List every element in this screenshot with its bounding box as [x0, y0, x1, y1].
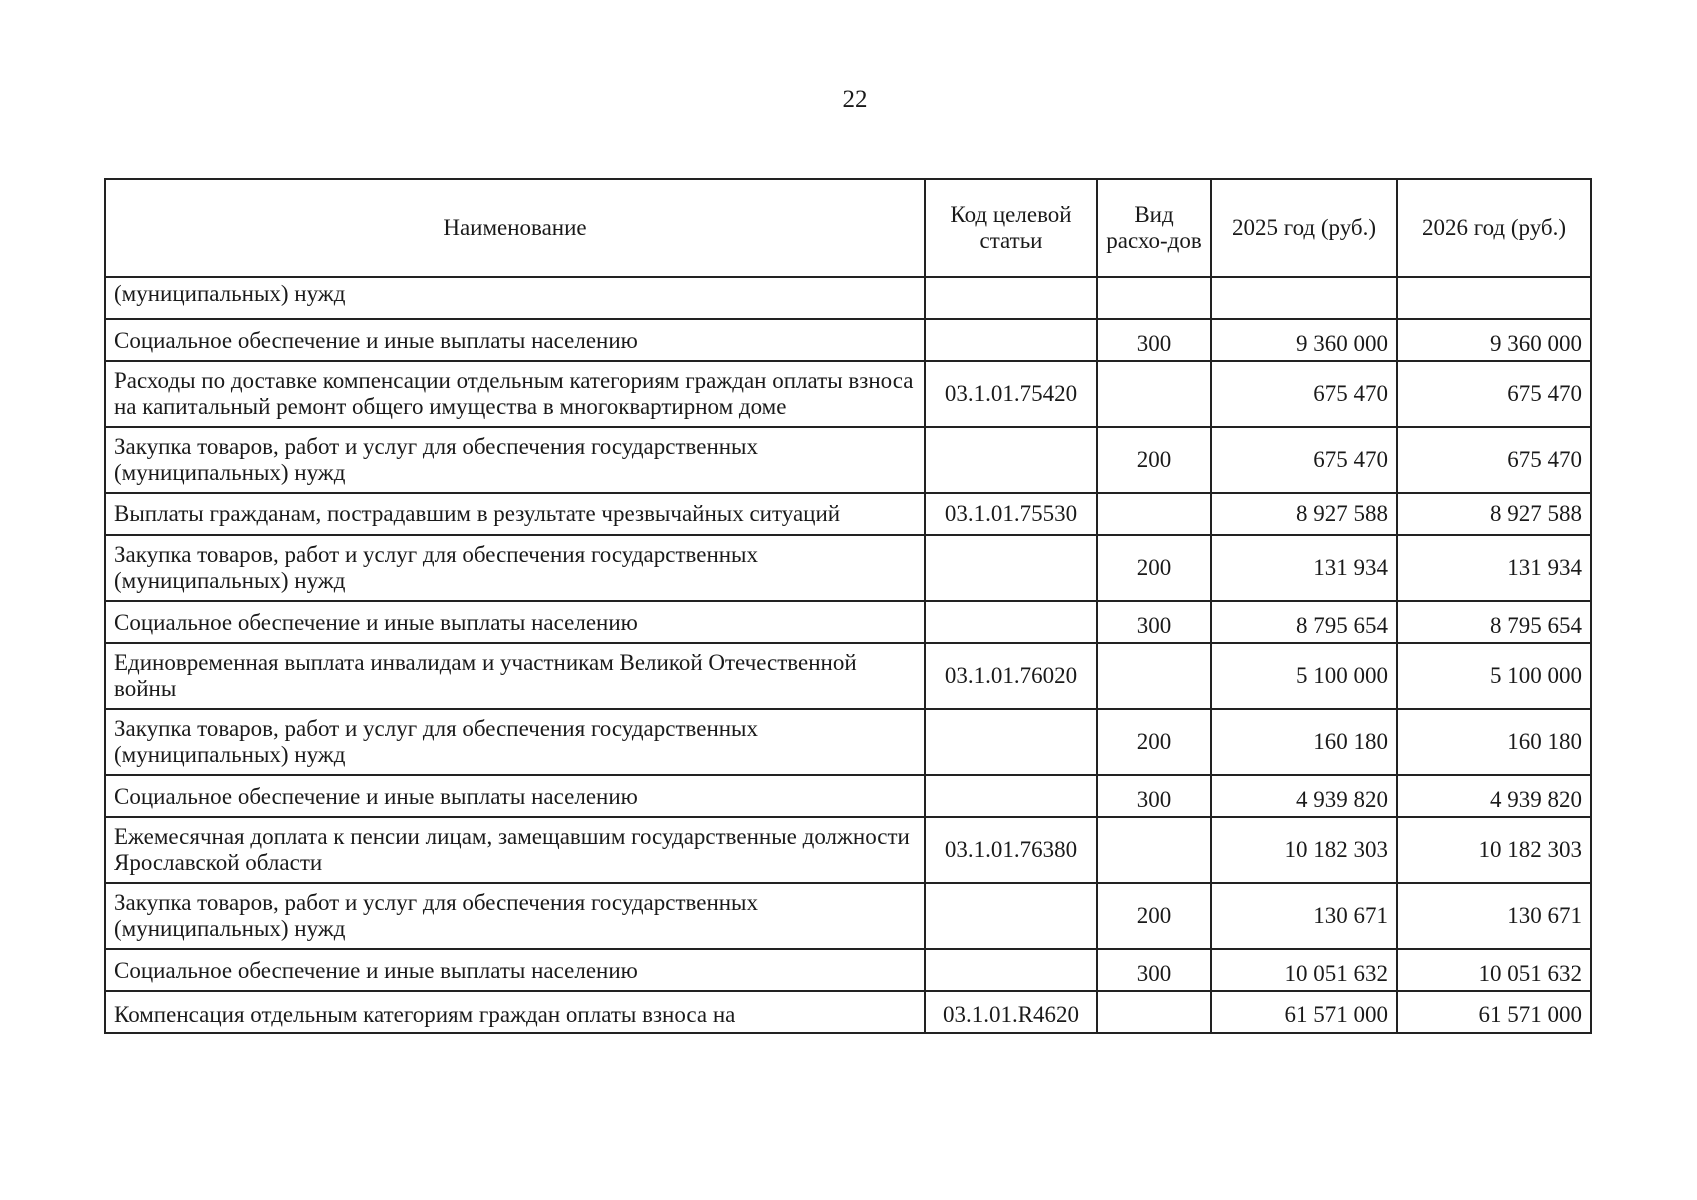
row-name: Социальное обеспечение и иные выплаты населению: [105, 949, 925, 991]
table-row: [105, 601, 1591, 643]
row-code: 03.1.01.75420: [925, 361, 1097, 427]
row-2026: 131 934: [1397, 535, 1591, 601]
table-row: [105, 709, 1591, 775]
row-name: Социальное обеспечение и иные выплаты населению: [105, 319, 925, 361]
row-2025: 8 927 588: [1211, 493, 1397, 535]
row-2026: 8 927 588: [1397, 493, 1591, 535]
table-row: [105, 535, 1591, 601]
row-2026: 675 470: [1397, 361, 1591, 427]
row-vid: [1097, 643, 1211, 709]
header-2025: 2025 год (руб.): [1211, 179, 1397, 277]
row-2026: 10 182 303: [1397, 817, 1591, 883]
row-name: Закупка товаров, работ и услуг для обеспечения государственных (муниципальных) нужд: [105, 883, 925, 949]
row-code: [925, 709, 1097, 775]
row-2025: 675 470: [1211, 361, 1397, 427]
budget-table: [104, 178, 1592, 1034]
table-row: [105, 493, 1591, 535]
table-row: [105, 817, 1591, 883]
row-2026: 5 100 000: [1397, 643, 1591, 709]
row-vid: [1097, 493, 1211, 535]
row-vid: 200: [1097, 535, 1211, 601]
row-2025: 4 939 820: [1211, 775, 1397, 817]
row-2025: [1211, 277, 1397, 319]
table-row: [105, 775, 1591, 817]
row-2025: 61 571 000: [1211, 991, 1397, 1033]
row-code: 03.1.01.R4620: [925, 991, 1097, 1033]
row-code: [925, 949, 1097, 991]
table-row: [105, 427, 1591, 493]
row-code: [925, 883, 1097, 949]
row-code: 03.1.01.75530: [925, 493, 1097, 535]
row-name: (муниципальных) нужд: [105, 277, 925, 319]
row-code: [925, 601, 1097, 643]
table-row: [105, 277, 1591, 319]
row-2025: 10 182 303: [1211, 817, 1397, 883]
header-vid: Вид расхо-дов: [1097, 179, 1211, 277]
row-code: [925, 277, 1097, 319]
row-2026: [1397, 277, 1591, 319]
row-name: Закупка товаров, работ и услуг для обеспечения государственных (муниципальных) нужд: [105, 427, 925, 493]
row-name: Компенсация отдельным категориям граждан оплаты взноса на: [105, 991, 925, 1033]
table-row: [105, 319, 1591, 361]
row-vid: 200: [1097, 883, 1211, 949]
row-2026: 675 470: [1397, 427, 1591, 493]
row-2025: 10 051 632: [1211, 949, 1397, 991]
header-name: Наименование: [105, 179, 925, 277]
row-vid: 300: [1097, 319, 1211, 361]
row-2025: 160 180: [1211, 709, 1397, 775]
row-vid: [1097, 361, 1211, 427]
row-name: Социальное обеспечение и иные выплаты населению: [105, 775, 925, 817]
row-2025: 675 470: [1211, 427, 1397, 493]
table-row: [105, 883, 1591, 949]
row-2026: 10 051 632: [1397, 949, 1591, 991]
row-2026: 160 180: [1397, 709, 1591, 775]
row-name: Выплаты гражданам, пострадавшим в результате чрезвычайных ситуаций: [105, 493, 925, 535]
table-row: [105, 949, 1591, 991]
row-2025: 5 100 000: [1211, 643, 1397, 709]
page-number: 22: [842, 86, 868, 113]
row-code: [925, 535, 1097, 601]
table-header-row: [105, 179, 1591, 277]
row-2026: 130 671: [1397, 883, 1591, 949]
row-name: Закупка товаров, работ и услуг для обеспечения государственных (муниципальных) нужд: [105, 709, 925, 775]
row-code: [925, 775, 1097, 817]
row-vid: [1097, 277, 1211, 319]
row-name: Единовременная выплата инвалидам и участникам Великой Отечественной войны: [105, 643, 925, 709]
row-vid: [1097, 817, 1211, 883]
row-2025: 9 360 000: [1211, 319, 1397, 361]
row-name: Социальное обеспечение и иные выплаты населению: [105, 601, 925, 643]
row-2025: 8 795 654: [1211, 601, 1397, 643]
row-vid: 300: [1097, 601, 1211, 643]
row-name: Закупка товаров, работ и услуг для обеспечения государственных (муниципальных) нужд: [105, 535, 925, 601]
row-2025: 130 671: [1211, 883, 1397, 949]
row-2026: 9 360 000: [1397, 319, 1591, 361]
row-2026: 4 939 820: [1397, 775, 1591, 817]
row-vid: [1097, 991, 1211, 1033]
header-2026: 2026 год (руб.): [1397, 179, 1591, 277]
table-row: [105, 991, 1591, 1033]
row-2026: 8 795 654: [1397, 601, 1591, 643]
row-2026: 61 571 000: [1397, 991, 1591, 1033]
header-code: Код целевой статьи: [925, 179, 1097, 277]
row-vid: 200: [1097, 709, 1211, 775]
row-name: Расходы по доставке компенсации отдельным категориям граждан оплаты взноса на капитальный ремонт общего имущества в многоквартирном доме: [105, 361, 925, 427]
row-code: 03.1.01.76380: [925, 817, 1097, 883]
row-vid: 300: [1097, 949, 1211, 991]
row-code: [925, 427, 1097, 493]
table-row: [105, 643, 1591, 709]
row-vid: 300: [1097, 775, 1211, 817]
table-row: [105, 361, 1591, 427]
row-code: [925, 319, 1097, 361]
row-name: Ежемесячная доплата к пенсии лицам, замещавшим государственные должности Ярославской области: [105, 817, 925, 883]
row-vid: 200: [1097, 427, 1211, 493]
row-code: 03.1.01.76020: [925, 643, 1097, 709]
row-2025: 131 934: [1211, 535, 1397, 601]
